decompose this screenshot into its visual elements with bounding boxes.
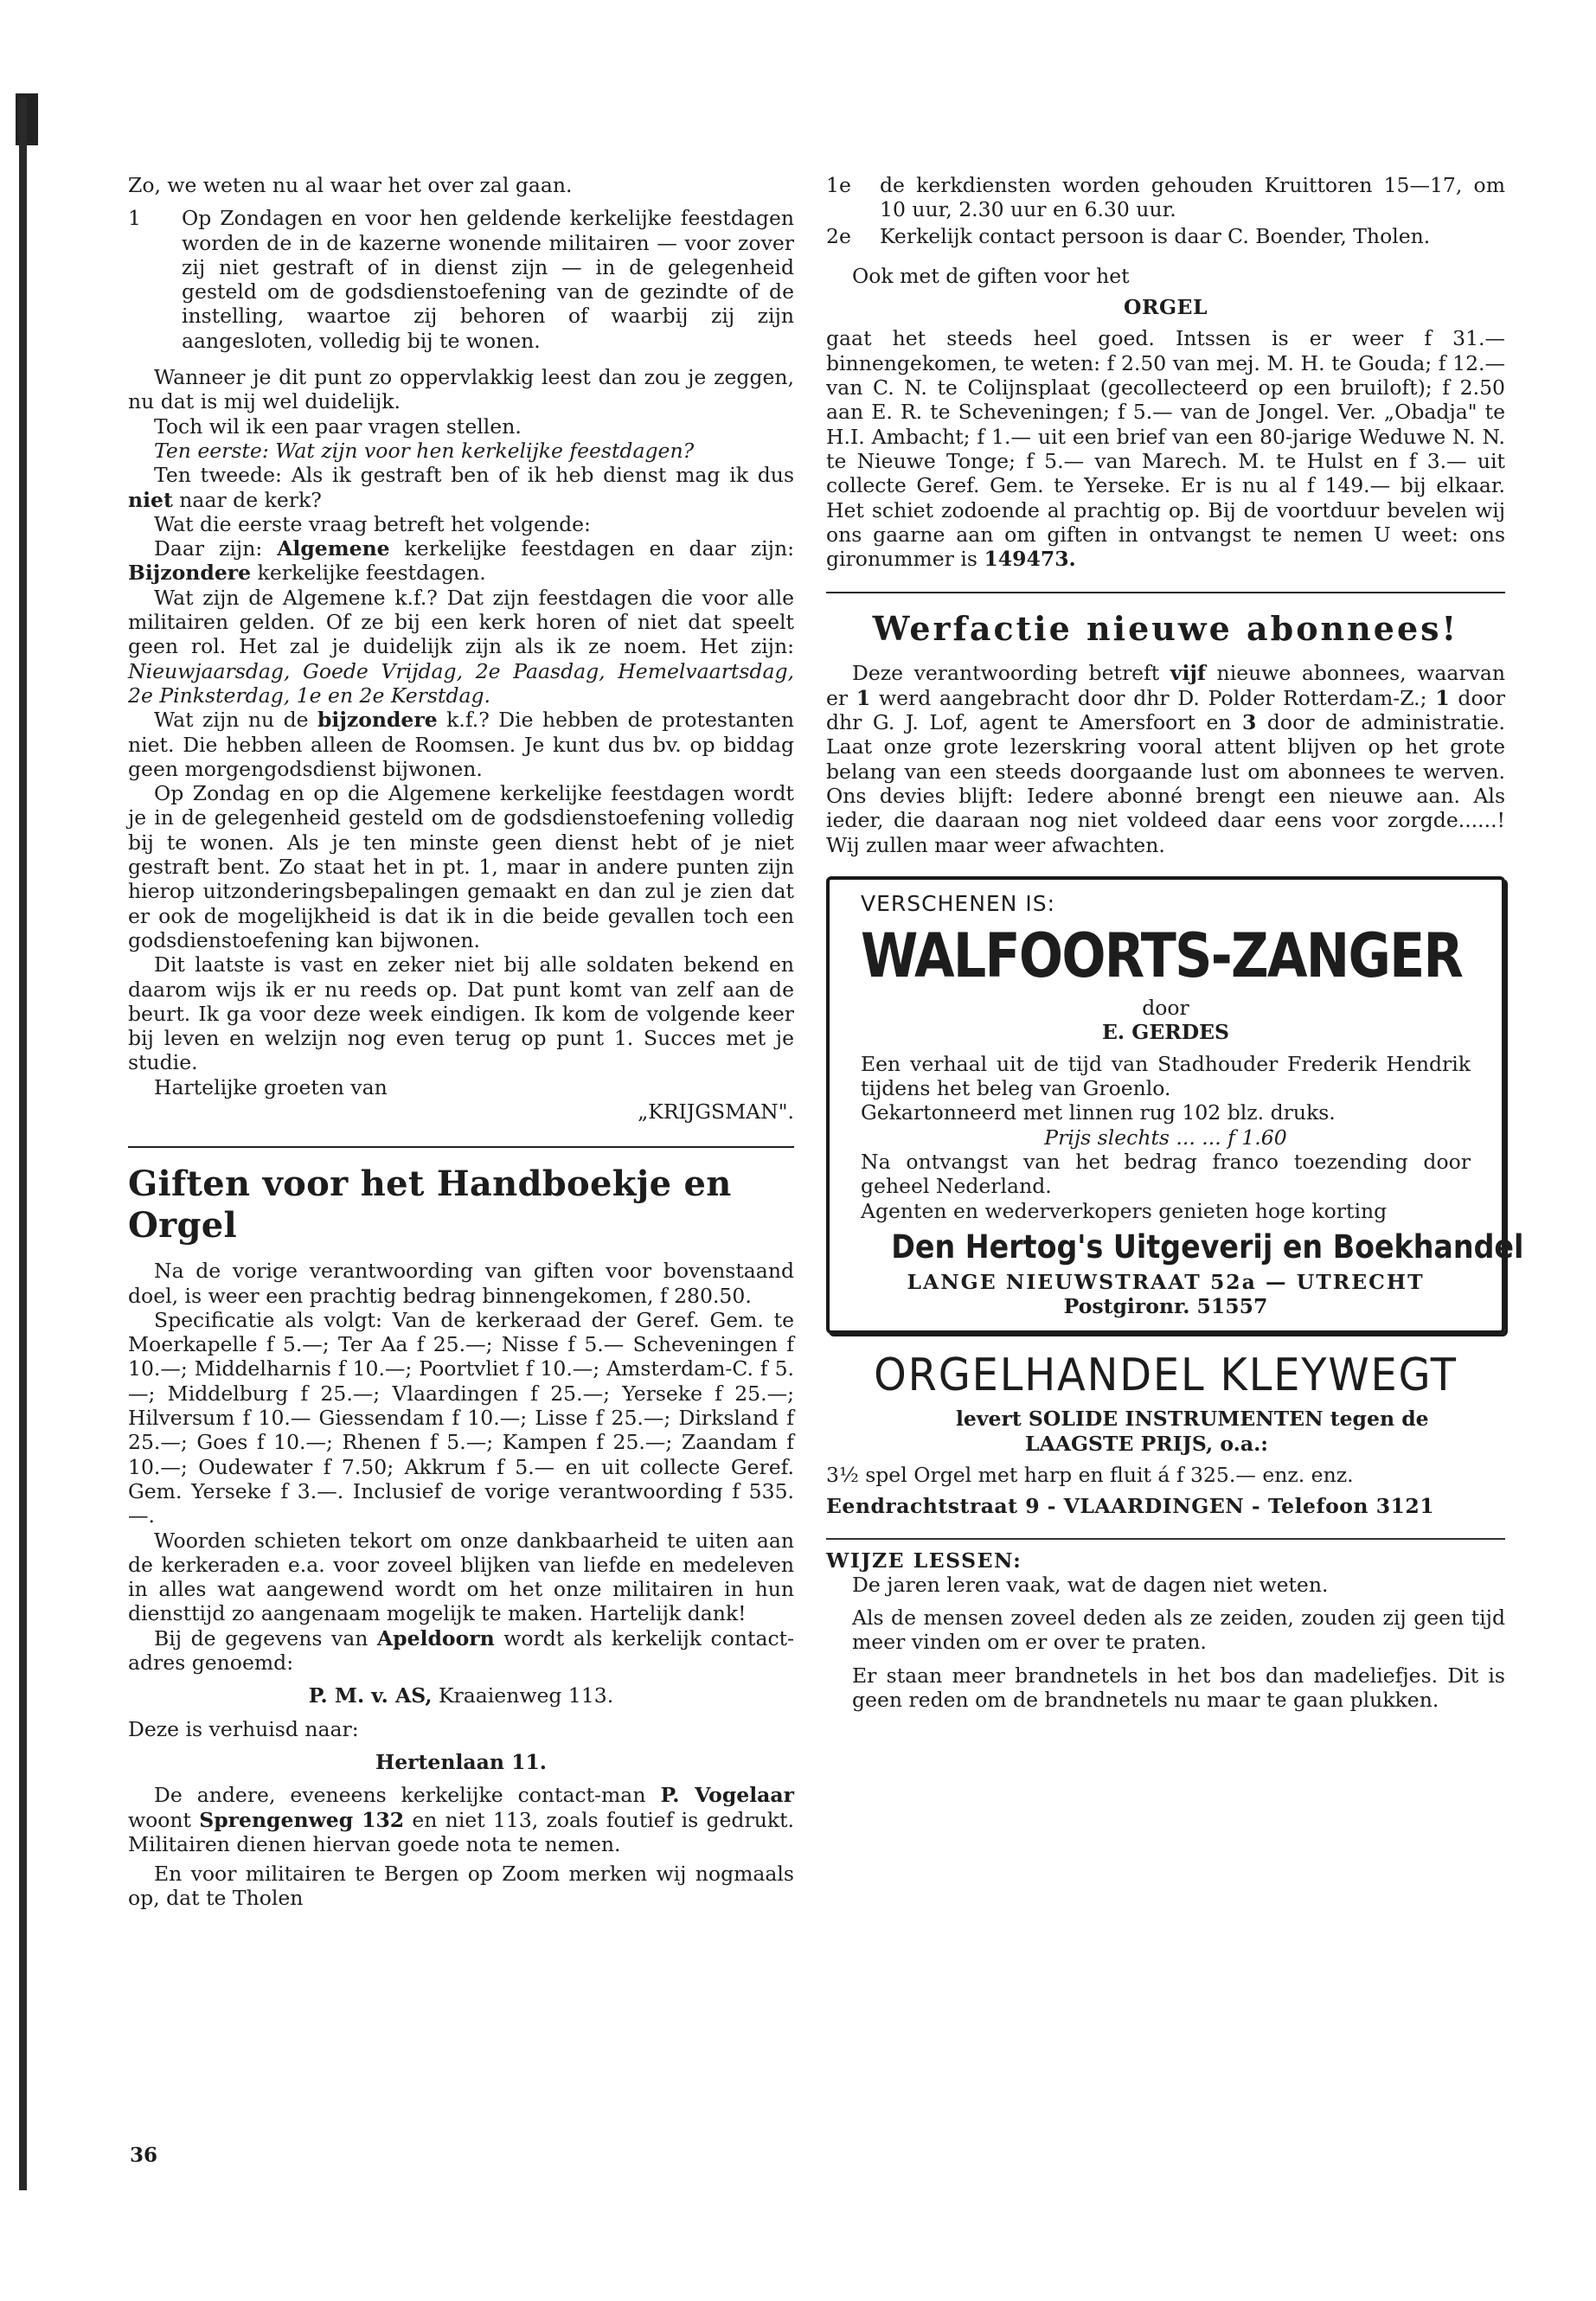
page-number: 36 — [130, 2144, 158, 2167]
greeting: Hartelijke groeten van — [154, 1074, 388, 1099]
giften-title: Giften voor het Handboekje en Orgel — [128, 1163, 732, 1247]
paragraph: Daar zijn: Algemene kerkelijke feestdagen en daar zijn: Bijzondere kerkelijke feestdagen. — [128, 536, 794, 586]
lesson-item: Als de mensen zoveel deden als ze zeiden, zouden zij geen tijd meer vinden om er over te praten. — [852, 1606, 1505, 1655]
tholen-item-1: 1e de kerkdiensten worden gehouden Kruittoren 15—17, om 10 uur, 2.30 uur en 6.30 uur. — [826, 173, 1505, 222]
paragraph: Wat zijn de Algemene k.f.? Dat zijn feestdagen die voor alle militairen gelden. Of ze bij een kerk horen of niet dat speelt geen rol. Het zal je duidelijk zijn als ik ze noem. Het zijn: Nieuwjaarsdag, Goede Vrijdag, 2e Paasdag, Hemelvaartsdag, 2e Pinksterdag, 1e en 2e Kerstdag. — [128, 585, 794, 708]
kleywegt-line-2: LAAGSTE PRIJS, o.a.: — [1025, 1431, 1268, 1456]
kleywegt-title: ORGELHANDEL KLEYWEGT — [874, 1349, 1458, 1402]
ad-delivery: Na ontvangst van het bedrag franco toezending door geheel Nederland. — [861, 1149, 1471, 1199]
lesson-item: Er staan meer brandnetels in het bos dan madeliefjes. Dit is geen reden om de brandnetels nu maar te gaan plukken. — [852, 1663, 1505, 1713]
orgel-text: gaat het steeds heel goed. Intssen is er weer f 31.— binnengekomen, te weten: f 2.50 van mej. M. H. te Gouda; f 12.— van C. N. te Colijnsplaat (gecollecteerd op een bruiloft); f 2.50 aan E. R. te Scheveningen; f 5.— van de Jongel. Ver. „Obadja" te H.I. Ambacht; f 1.— uit een brief van een 80-jarige Weduwe N. N. te Nieuwe Tonge; f 5.— van Marech. M. te Hulst en f 3.— uit collecte Geref. Gem. te Yerseke. Er is nu al f 149.— bij elkaar. Het schiet zodoende al prachtig op. Bij de voortduur bevelen wij ons gaarne aan om giften in ontvangst te nemen U weet: ons gironummer is 149473. — [826, 326, 1505, 572]
tholen-item-2: 2e Kerkelijk contact persoon is daar C. Boender, Tholen. — [826, 223, 1431, 248]
address-old: P. M. v. AS, Kraaienweg 113. — [308, 1683, 614, 1708]
address-new: Hertenlaan 11. — [375, 1749, 547, 1774]
kleywegt-address: Eendrachtstraat 9 - VLAARDINGEN - Telefoon 3121 — [826, 1494, 1435, 1519]
paragraph: Toch wil ik een paar vragen stellen. — [154, 413, 522, 439]
ad-door: door — [1142, 996, 1189, 1021]
binding-edge — [19, 97, 27, 2190]
intro-line: Zo, we weten nu al waar het over zal gaan. — [128, 173, 573, 197]
lessen-list — [826, 1573, 1505, 1712]
ad-giro: Postgironr. 51557 — [1063, 1294, 1268, 1319]
paragraph: De andere, eveneens kerkelijke contact-man P. Vogelaar woont Sprengenweg 132 en niet 113, zoals foutief is gedrukt. Militairen dienen hiervan goede nota te nemen. — [128, 1783, 794, 1856]
paragraph: Op Zondag en op die Algemene kerkelijke feestdagen wordt je in de gelegenheid gesteld om de godsdienstoefening volledig bij te wonen. Als je ten minste geen dienst hebt of je niet gestraft bent. Zo staat het in pt. 1, maar in andere punten zijn hierop uitzonderingsbepalingen gemaakt en dan zul je zien dat er ook de mogelijkheid is dat ik in die beide gevallen toch een godsdienstoefening kan bijwonen. — [128, 781, 794, 952]
book-advertisement — [826, 876, 1524, 1335]
paragraph: Bij de gegevens van Apeldoorn wordt als kerkelijk contact-adres genoemd: — [128, 1625, 795, 1676]
ad-publisher: Den Hertog's Uitgeverij en Boekhandel — [891, 1227, 1524, 1266]
ad-price: Prijs slechts ... ... f 1.60 — [1044, 1125, 1287, 1150]
ad-book-title: WALFOORTS-ZANGER — [861, 920, 1463, 992]
paragraph: En voor militairen te Bergen op Zoom merken wij nogmaals op, dat te Tholen — [128, 1862, 794, 1911]
paragraph: Wat zijn nu de bijzondere k.f.? Die hebben de protestanten niet. Die hebben alleen de Roomsen. Je kunt dus bv. op biddag geen morgengodsdienst bijwonen. — [128, 708, 794, 781]
orgel-intro: Ook met de giften voor het — [852, 263, 1130, 288]
point-1 — [128, 206, 794, 353]
werfactie-title: Werfactie nieuwe abonnees! — [872, 609, 1459, 649]
paragraph: Na de vorige verantwoording van giften voor bovenstaand doel, is weer een prachtig bedrag binnengekomen, f 280.50. — [128, 1259, 794, 1308]
ad-address: LANGE NIEUWSTRAAT 52a — UTRECHT — [907, 1269, 1425, 1294]
werfactie-text: Deze verantwoording betreft vijf nieuwe abonnees, waarvan er 1 werd aangebracht door dhr D. Polder Rotterdam-Z.; 1 door dhr G. J. Lof, agent te Amersfoort en 3 door de administratie. Laat onze grote lezerskring vooral attent blijven op het grote belang van een steeds doorgaande lust om abonnees te werven. Ons devies blijft: Iedere abonné brengt een nieuwe aan. Als ieder, die daaraan nog niet voldeed daar eens voor zorgde......! Wij zullen maar weer afwachten. — [826, 661, 1506, 857]
ad-announcement: VERSCHENEN IS: — [861, 890, 1055, 916]
ad-description: Een verhaal uit de tijd van Stadhouder Frederik Hendrik tijdens het beleg van Groenlo. — [861, 1051, 1471, 1101]
moved-line: Deze is verhuisd naar: — [128, 1716, 359, 1741]
question-1: Ten eerste: Wat zijn voor hen kerkelijke feestdagen? — [154, 438, 695, 463]
signature: „KRIJGSMAN". — [638, 1099, 794, 1124]
specification: Specificatie als volgt: Van de kerkeraad der Geref. Gem. te Moerkapelle f 5.—; Ter Aa f 25.—; Nisse f 5.— Scheveningen f 10.—; Middelharnis f 10.—; Poortvliet f 10.—; Amsterdam-C. f 5.—; Middelburg f 25.—; Vlaardingen f 25.—; Yerseke f 25.—; Hilversum f 10.— Giessendam f 10.—; Lisse f 25.—; Dirksland f 25.—; Goes f 10.—; Rhenen f 5.—; Kampen f 25.—; Zaandam f 10.—; Oudewater f 7.50; Akkrum f 5.— en uit collecte Geref. Gem. Yerseke f 3.—. Inclusief de vorige verantwoording f 535.—. — [128, 1307, 794, 1529]
orgel-heading: ORGEL — [1123, 295, 1208, 320]
left-column — [128, 173, 794, 1911]
lessen-title: WIJZE LESSEN: — [826, 1548, 1022, 1573]
paragraph: Woorden schieten tekort om onze dankbaarheid te uiten aan de kerkeraden e.a. voor zoveel blijken van liefde en medeleven in alles wat aangewend wordt om het onze militairen in hun diensttijd zo aangenaam mogelijk te maken. Hartelijk dank! — [128, 1528, 794, 1626]
ad-author: E. GERDES — [1101, 1020, 1230, 1045]
point-1-text: Op Zondagen en voor hen geldende kerkelijke feestdagen worden de in de kazerne wonende militairen — voor zover zij niet gestraft of in dienst zijn — in de gelegenheid gesteld om de godsdienstoefening van de gezindte of de instelling, waartoe zij behoren of waarbij zij zijn aangesloten, volledig bij te wonen. — [182, 206, 794, 353]
right-column — [826, 173, 1524, 1721]
paragraph: Wat die eerste vraag betreft het volgende: — [154, 511, 591, 536]
kleywegt-line-1: levert SOLIDE INSTRUMENTEN tegen de — [956, 1407, 1429, 1432]
question-2: Ten tweede: Als ik gestraft ben of ik heb dienst mag ik dus niet naar de kerk? — [128, 463, 794, 512]
ad-binding: Gekartonneerd met linnen rug 102 blz. druks. — [861, 1100, 1336, 1125]
lesson-item: De jaren leren vaak, wat de dagen niet weten. — [852, 1572, 1329, 1597]
kleywegt-line-3: 3½ spel Orgel met harp en fluit á f 325.— enz. enz. — [826, 1462, 1354, 1487]
paragraph: Wanneer je dit punt zo oppervlakkig leest dan zou je zeggen, nu dat is mij wel duidelijk. — [128, 365, 794, 414]
paragraph: Dit laatste is vast en zeker niet bij alle soldaten bekend en daarom wijs ik er nu reeds op. Dat punt komt van zelf aan de beurt. Ik ga voor deze week eindigen. Ik kom de volgende keer bij leven en welzijn nog even terug op punt 1. Succes met je studie. — [128, 952, 794, 1075]
section-divider — [826, 1538, 1505, 1540]
section-divider — [826, 592, 1505, 593]
point-1-number: 1 — [128, 206, 141, 231]
section-divider — [128, 1146, 794, 1148]
ad-agents: Agenten en wederverkopers genieten hoge korting — [861, 1198, 1388, 1223]
